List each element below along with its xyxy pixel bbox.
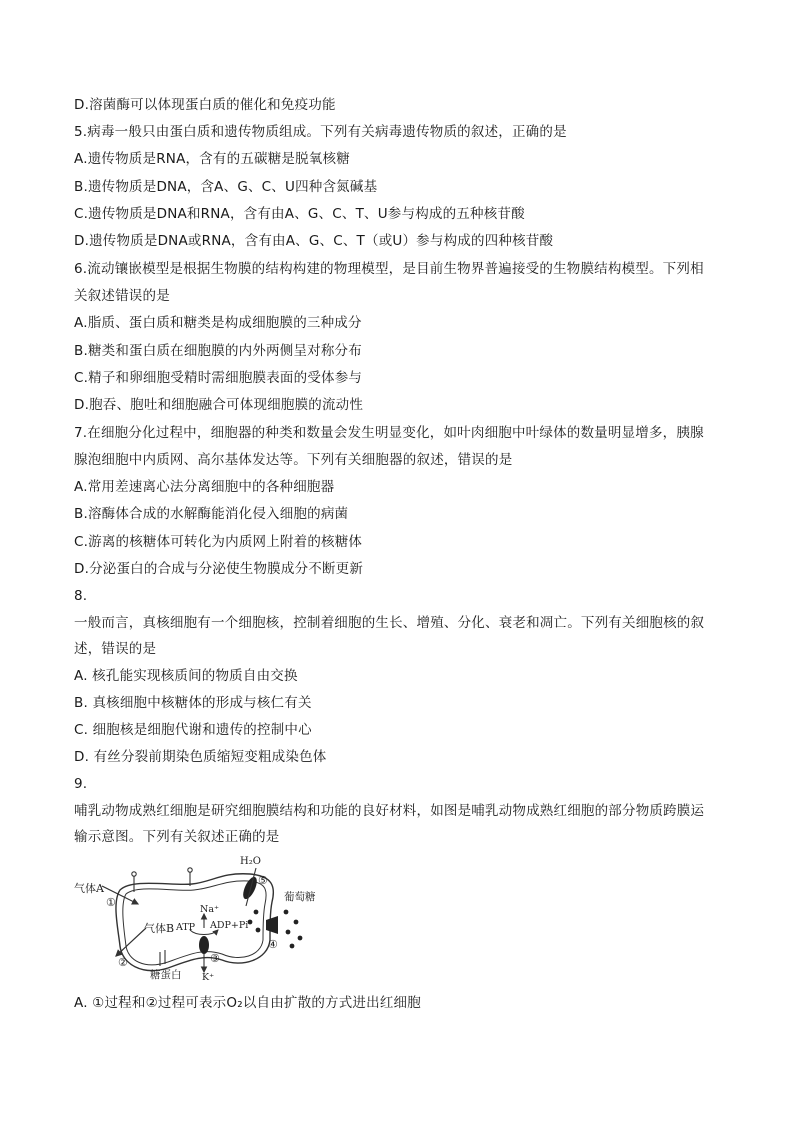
label-na: Na⁺ <box>200 904 219 915</box>
membrane-transport-figure <box>72 850 324 982</box>
q6-option-c: C.精子和卵细胞受精时需细胞膜表面的受体参与 <box>74 370 363 386</box>
q9-number: 9. <box>74 776 88 792</box>
label-num-5: ⑤ <box>258 874 268 887</box>
glucose-dot <box>294 920 299 925</box>
q8-option-c: C. 细胞核是细胞代谢和遗传的控制中心 <box>74 722 312 738</box>
q4-option-d: D.溶菌酶可以体现蛋白质的催化和免疫功能 <box>74 97 336 113</box>
glucose-dot <box>298 936 303 941</box>
q8-option-d: D. 有丝分裂前期染色质缩短变粗成染色体 <box>74 749 327 765</box>
na-k-pump-protein <box>199 936 209 954</box>
label-atp: ATP <box>176 922 196 933</box>
q8-stem-line1: 一般而言，真核细胞有一个细胞核，控制着细胞的生长、增殖、分化、衰老和凋亡。下列有关细胞核的叙 <box>74 615 705 631</box>
q7-option-b: B.溶酶体合成的水解酶能消化侵入细胞的病菌 <box>74 506 349 522</box>
glucose-carrier-protein <box>266 916 278 934</box>
q9-stem-line2: 输示意图。下列有关叙述正确的是 <box>74 829 280 845</box>
q6-option-d: D.胞吞、胞吐和细胞融合可体现细胞膜的流动性 <box>74 397 364 413</box>
q9-stem-line1: 哺乳动物成熟红细胞是研究细胞膜结构和功能的良好材料，如图是哺乳动物成熟红细胞的部分物质跨膜运 <box>74 803 705 819</box>
q7-option-a: A.常用差速离心法分离细胞中的各种细胞器 <box>74 479 335 495</box>
q8-option-a: A. 核孔能实现核质间的物质自由交换 <box>74 668 298 684</box>
glucose-dot <box>284 910 289 915</box>
q7-option-d: D.分泌蛋白的合成与分泌使生物膜成分不断更新 <box>74 561 364 577</box>
q5-option-d: D.遗传物质是DNA或RNA，含有由A、G、C、T（或U）参与构成的四种核苷酸 <box>74 233 554 249</box>
q6-option-a: A.脂质、蛋白质和糖类是构成细胞膜的三种成分 <box>74 315 362 331</box>
q5-stem: 5.病毒一般只由蛋白质和遗传物质组成。下列有关病毒遗传物质的叙述，正确的是 <box>74 124 567 140</box>
glucose-dot <box>286 930 291 935</box>
glucose-dot <box>254 910 259 915</box>
glycoprotein-head-1 <box>132 872 136 876</box>
q7-stem-line2: 腺泡细胞中内质网、高尔基体发达等。下列有关细胞器的叙述，错误的是 <box>74 452 513 468</box>
q5-option-a: A.遗传物质是RNA，含有的五碳糖是脱氧核糖 <box>74 151 350 167</box>
label-gas-a: 气体A <box>74 882 104 895</box>
gas-b-arrow <box>116 928 146 956</box>
label-num-1: ① <box>106 896 116 909</box>
q6-option-b: B.糖类和蛋白质在细胞膜的内外两侧呈对称分布 <box>74 343 362 359</box>
q8-option-b: B. 真核细胞中核糖体的形成与核仁有关 <box>74 695 312 711</box>
label-num-3: ③ <box>210 952 220 965</box>
glucose-dot <box>290 944 295 949</box>
q6-stem-line1: 6.流动镶嵌模型是根据生物膜的结构构建的物理模型，是目前生物界普遍接受的生物膜结构模型。下列相 <box>74 261 704 277</box>
q7-option-c: C.游离的核糖体可转化为内质网上附着的核糖体 <box>74 534 363 550</box>
label-k: K⁺ <box>202 972 215 982</box>
q6-stem-line2: 关叙述错误的是 <box>74 288 170 304</box>
label-adp: ADP+Pi <box>210 920 249 931</box>
red-blood-cell-diagram <box>72 850 324 982</box>
q8-stem-line2: 述，错误的是 <box>74 641 157 657</box>
label-gas-b: 气体B <box>144 922 175 935</box>
label-num-2: ② <box>118 956 128 969</box>
water-channel-protein <box>240 875 259 901</box>
q9-option-a: A. ①过程和②过程可表示O₂以自由扩散的方式进出红细胞 <box>74 995 421 1011</box>
glucose-dot <box>248 920 253 925</box>
glucose-dot <box>256 928 261 933</box>
q5-option-b: B.遗传物质是DNA，含A、G、C、U四种含氮碱基 <box>74 179 378 195</box>
q5-option-c: C.遗传物质是DNA和RNA，含有由A、G、C、T、U参与构成的五种核苷酸 <box>74 206 525 222</box>
q8-number: 8. <box>74 588 88 604</box>
label-num-4: ④ <box>268 938 278 951</box>
label-glucose: 葡萄糖 <box>284 891 316 903</box>
label-glycoprotein: 糖蛋白 <box>150 969 182 981</box>
q7-stem-line1: 7.在细胞分化过程中，细胞器的种类和数量会发生明显变化，如叶肉细胞中叶绿体的数量明显增多，胰腺 <box>74 425 704 441</box>
glycoprotein-head-2 <box>188 868 192 872</box>
label-h2o: H₂O <box>240 856 261 867</box>
